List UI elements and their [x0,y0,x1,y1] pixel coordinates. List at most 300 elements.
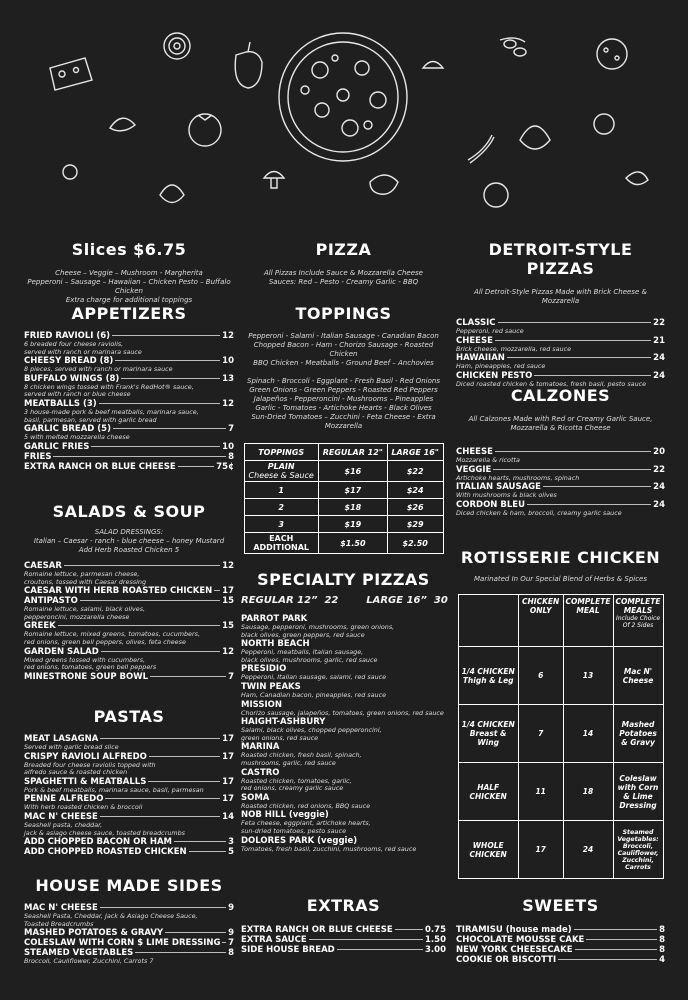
item-price: 24 [653,482,665,493]
item-name: TWIN PEAKS [241,681,301,692]
table-cell: 7 [518,705,563,763]
pastas-section [24,707,234,857]
rotisserie-section [456,548,665,879]
pizza-title: PIZZA [315,240,372,259]
table-row [244,516,443,533]
table-cell: 1/4 CHICKEN Thigh & Leg [458,647,518,705]
list-item [24,561,234,586]
table-cell: $16 [318,461,387,482]
olive-icon [500,38,526,56]
item-description: 6 breaded four cheese raviolis, [24,340,124,348]
item-name: ANTIPASTO [24,596,78,607]
leader-line [507,357,651,358]
item-name: CLASSIC [456,318,496,328]
item-description: Toasted Breadcrumbs [24,919,94,928]
specialty-section [241,570,446,853]
item-price: 9 [228,928,234,939]
leader-line [534,375,651,376]
leader-line [189,851,226,852]
item-price: 3.00 [425,945,446,955]
item-price: 17 [222,586,234,597]
item-description: Ham, Canadian bacon, pineapples, red sauce [241,690,387,699]
item-description: Pepperoni, Italian sausage, salami, red sauce [241,673,387,682]
table-cell: 11 [518,763,563,821]
toppings-line: Garlic - Tomatoes - Artichoke Hearts - Black Olives [255,404,432,412]
toppings-section [241,304,446,554]
item-price: 0.75 [425,925,446,935]
list-item [241,639,446,664]
item-price: 24 [653,353,665,364]
chili-icon [468,135,494,163]
item-price: 12 [222,398,234,409]
item-description: black olives, mushrooms, garlic, red sauce [241,655,378,664]
item-name: CHEESE [456,335,493,346]
pastas-title: PASTAS [93,707,165,726]
table-header: LARGE 16" [387,444,443,461]
item-name: TIRAMISU (house made) [456,925,572,935]
sides-list [24,903,234,966]
item-name: FRIES [24,451,52,462]
item-name: NORTH BEACH [241,639,310,650]
item-description: red onions, creamy garlic sauce [241,784,344,793]
item-price: 8 [659,925,665,935]
calzones-note-line: Mozzarella & Ricotta Cheese [510,424,611,432]
table-row [244,461,443,482]
item-price: 12 [222,646,234,657]
list-item [24,596,234,621]
toppings-line: Chopped Bacon - Ham - Chorizo Sausage - Roasted Chicken [253,341,434,358]
item-name: VEGGIE [456,464,492,475]
table-cell: HALF CHICKEN [458,763,518,821]
toppings-line: Spinach - Broccoli - Eggplant - Fresh Basil - Red Onions [247,377,440,385]
table-cell: $2.50 [387,533,443,554]
item-description: Feta cheese, eggplant, artichoke hearts, [241,819,371,828]
leader-line [135,952,226,953]
menu-item-row [24,452,234,462]
list-item [241,768,446,793]
list-item [24,672,234,682]
item-description: Seashell pasta, cheddar, [24,820,103,829]
table-cell: WHOLE CHICKEN [458,821,518,879]
item-price: 12 [222,331,234,341]
item-price: 24 [653,370,665,381]
item-description: Diced chicken & ham, broccoli, creamy garlic sauce [456,508,622,517]
item-name: MASHED POTATOES & GRAVY [24,928,164,939]
cheese-icon [50,58,92,90]
item-description: Pork & beef meatballs, marinara sauce, basil, parmesan [24,785,204,794]
list-item [241,945,446,955]
sweets-section [456,896,665,965]
leader-line [543,486,651,487]
item-name: SOMA [241,792,270,803]
toppings-meats [241,332,446,368]
item-name: SPAGHETTI & MEATBALLS [24,776,147,787]
leader-line [101,651,220,652]
toppings-veggies [241,377,446,431]
list-item [241,793,446,811]
menu-item-row [456,955,665,965]
leader-line [113,428,226,429]
rotisserie-table [458,594,664,879]
salad-dressings-note [24,528,234,555]
cell-line: PLAIN [267,462,295,471]
salad-dressings-line: Add Herb Roasted Chicken 5 [78,546,180,554]
menu-item-row [456,945,665,955]
item-name: GARLIC FRIES [24,441,90,452]
header-note: Include Choice Of 2 Sides [615,615,661,629]
list-item [456,955,665,965]
list-item [456,336,665,354]
item-description: Romaine lettuce, parmesan cheese, [24,570,140,578]
item-description: mushrooms, garlic, red sauce [241,758,336,767]
list-item [241,682,446,700]
item-name: CRISPY RAVIOLI ALFREDO [24,751,147,762]
list-item [24,462,234,472]
list-item [241,614,446,639]
item-name: PARROT PARK [241,614,308,624]
item-description: Served with garlic bread slice [24,743,119,751]
item-name: PENNE ALFREDO [24,794,104,805]
item-price: 20 [653,447,665,457]
menu-item-row [241,935,446,945]
leader-line [121,378,220,379]
item-name: CHICKEN PESTO [456,370,533,381]
item-price: 17 [222,794,234,805]
menu-item-row [24,928,234,938]
item-description: 8 chicken wings tossed with Frank's RedHot® sauce, [24,382,194,391]
item-price: 22 [653,318,665,328]
table-cell: 2 [244,499,318,516]
calzones-section [456,386,665,517]
menu-item-row [241,925,446,935]
list-item [24,752,234,777]
menu-item-row [24,462,234,472]
table-cell: 18 [563,763,613,821]
leader-line [309,939,423,940]
leader-line [222,942,226,943]
list-item [456,353,665,371]
list-item [24,734,234,752]
calzones-list [456,447,665,517]
item-price: 5 [228,847,234,858]
item-description: With mushrooms & black olives [456,491,557,500]
item-description: Brick cheese, mozzarella, red sauce [456,344,572,353]
list-item [241,810,446,835]
appetizers-list [24,331,234,472]
leader-line [165,932,226,933]
item-name: GARLIC BREAD (5) [24,424,111,435]
list-item [241,935,446,945]
list-item [241,664,446,682]
item-description: Diced roasted chicken & tomatoes, fresh basil, pesto sauce [456,379,647,388]
leader-line [558,959,657,960]
list-item [241,700,446,718]
table-row [244,482,443,499]
item-price: 7 [228,938,234,949]
leader-line [495,340,651,341]
extras-list [241,925,446,955]
item-price: 7 [228,424,234,435]
item-name: MEAT LASAGNA [24,734,99,744]
list-item [24,948,234,966]
list-item [24,356,234,374]
extras-title: EXTRAS [306,896,381,915]
item-name: BUFFALO WINGS (8) [24,373,120,384]
leader-line [100,907,226,908]
item-price: 4 [659,955,665,965]
item-price: 17 [222,776,234,787]
tomato-icon [189,114,221,146]
toppings-title: TOPPINGS [295,304,392,323]
list-item [456,925,665,935]
list-item [24,399,234,424]
item-name: NEW YORK CHEESECAKE [456,945,573,955]
salads-section [24,502,234,682]
cell-line: EACH [269,534,294,543]
pepper-ring-icon [370,175,398,194]
toppings-line: Pepperoni - Salami - Italian Sausage - Canadian Bacon [248,332,439,340]
list-item [24,812,234,837]
item-name: DOLORES PARK (veggie) [241,835,358,846]
list-item [456,465,665,483]
item-name: CASTRO [241,767,280,778]
item-price: 3 [228,837,234,848]
item-description: Artichoke hearts, mushrooms, spinach [456,473,580,482]
list-item [24,621,234,646]
pizza-note [241,269,446,287]
salads-list [24,561,234,682]
list-item [456,482,665,500]
item-name: SIDE HOUSE BREAD [241,945,335,955]
appetizers-section [24,304,234,472]
item-price: 75¢ [216,461,234,472]
item-description: Romaine lettuce, salami, black olives, [24,605,146,614]
list-item [24,938,234,948]
list-item [24,424,234,442]
table-cell [244,461,318,482]
table-header-row [458,595,663,647]
list-item [241,925,446,935]
pizza-section [241,240,446,287]
leader-line [100,738,220,739]
list-item [456,500,665,518]
item-price: 22 [653,464,665,475]
item-description: 5 with melted mozzarella cheese [24,433,130,442]
table-header [458,595,518,647]
leader-line [58,625,220,626]
item-description: Romaine lettuce, mixed greens, tomatoes, cucumbers, [24,630,200,639]
item-description: alfredo sauce & roasted chicken [24,768,128,777]
pizza-note-line: Sauces: Red – Pesto - Creamy Garlic - BBQ [268,278,419,286]
item-name: HAIGHT-ASHBURY [241,717,326,728]
menu-item-row [241,836,446,846]
item-description: Seashell Pasta, Cheddar, Jack & Asiago Cheese Sauce, [24,912,198,920]
table-header: TOPPINGS [244,444,318,461]
table-cell: $24 [387,482,443,499]
item-name: MAC N' CHEESE [24,811,98,822]
table-cell: 1 [244,482,318,499]
item-description: Mixed greens tossed with cucumbers, [24,655,146,664]
pizza-icon [279,33,407,161]
item-price: 17 [222,734,234,744]
item-price: 10 [222,441,234,452]
sweets-title: SWEETS [522,896,599,915]
item-description: With herb roasted chicken & broccoli [24,803,143,812]
table-cell: $18 [318,499,387,516]
menu-item-row [456,925,665,935]
item-price: 8 [659,945,665,955]
leader-line [150,676,226,677]
list-item [24,374,234,399]
item-description: black olives, green peppers, red sauce [241,630,365,639]
leader-line [80,600,220,601]
item-description: Roasted chicken, tomatoes, garlic, [241,776,352,785]
table-row [458,763,663,821]
list-item [24,847,234,857]
item-description: Tomatoes, fresh basil, zucchini, mushrooms, red sauce [241,844,417,853]
table-row [244,533,443,554]
pepper-icon [235,42,262,88]
table-cell: 1/4 CHICKEN Breast & Wing [458,705,518,763]
leader-line [115,360,220,361]
header-line: COMPLETE MEALS [615,597,661,615]
item-name: CAESAR WITH HERB ROASTED CHICKEN [24,586,213,597]
slices-line: Cheese – Veggie – Mushroom - Margherita [55,269,203,277]
item-price: 10 [222,356,234,367]
slices-line: Extra charge for additional toppings [65,296,193,304]
table-cell: $29 [387,516,443,533]
calzones-note [456,415,665,433]
list-item [24,928,234,938]
item-name: ADD CHOPPED BACON OR HAM [24,837,172,848]
item-name: FRIED RAVIOLI (6) [24,331,111,341]
table-row [458,821,663,879]
table-cell: $19 [318,516,387,533]
item-name: COOKIE OR BISCOTTI [456,955,557,965]
sides-section [24,876,234,966]
list-item [24,586,234,596]
item-name: CHEESY BREAD (8) [24,356,114,367]
item-name: MEATBALLS (3) [24,398,97,409]
leader-line [100,816,220,817]
specialty-sizes: REGULAR 12” 22 LARGE 16” 30 [241,595,448,606]
item-description: sun-dried tomatoes, pesto sauce [241,826,347,835]
item-description: Salami, black olives, chopped pepperoncini, [241,726,382,735]
specialty-title: SPECIALTY PIZZAS [257,570,430,589]
menu-item-row [24,586,234,596]
item-price: 24 [653,499,665,510]
table-cell: $22 [387,461,443,482]
list-item [456,935,665,945]
basil-icon [110,118,648,184]
item-name: MISSION [241,699,282,710]
detroit-title: DETROIT-STYLE PIZZAS [488,240,633,278]
table-header-row [244,444,443,461]
leader-line [527,504,651,505]
item-description: Pepperoni, red sauce [456,327,524,335]
leader-line [178,466,215,467]
item-description: red onions, green bell peppers, olives, feta cheese [24,637,186,646]
item-name: EXTRA SAUCE [241,935,307,945]
slices-line: Pepperoni – Sausage – Hawaiian – Chicken Pesto – Buffalo Chicken [27,278,231,295]
leader-line [112,335,220,336]
cell-line: ADDITIONAL [253,543,310,552]
salads-title: SALADS & SOUP [52,502,206,521]
item-price: 15 [222,596,234,607]
table-cell: 17 [518,821,563,879]
item-description: served with ranch or marinara sauce [24,347,142,356]
calzones-title: CALZONES [510,386,611,405]
item-description: basil, parmesan, served with garlic bread [24,415,157,424]
menu-item-row [24,442,234,452]
appetizers-title: APPETIZERS [71,304,187,323]
leader-line [53,456,226,457]
item-description: pepperoncini, mozzarella cheese [24,612,130,621]
leader-line [495,451,651,452]
pastas-list [24,734,234,857]
list-item [24,837,234,847]
list-item [24,442,234,452]
item-description: Roasted chicken, red onions, BBQ sauce [241,801,371,810]
table-cell: 13 [563,647,613,705]
leader-line [498,322,652,323]
item-description: jack & asiago cheese sauce, toasted breadcrumbs [24,828,185,837]
item-description: Mozzarella & ricotta [456,456,520,464]
menu-item-row [24,837,234,847]
item-name: STEAMED VEGETABLES [24,948,134,959]
food-illustration-banner [0,0,688,225]
table-cell [244,533,318,554]
item-price: 15 [222,621,234,632]
cell-line: Cheese & Sauce [248,471,314,480]
table-cell: 14 [563,705,613,763]
item-name: COLESLAW WITH CORN $ LIME DRESSING [24,938,221,949]
leader-line [337,949,423,950]
table-header: REGULAR 12" [318,444,387,461]
table-header: COMPLETE MEAL [563,595,613,647]
table-row [244,499,443,516]
table-cell: 6 [518,647,563,705]
list-item [456,945,665,955]
toppings-line: Jalapeños - Pepperoncini - Mushrooms – Pineapples [253,395,434,403]
toppings-line: Green Onions - Green Peppers - Roasted Red Peppers [249,386,438,394]
specialty-list [241,614,446,853]
rotisserie-title: ROTISSERIE CHICKEN [460,548,661,567]
item-description: Roasted chicken, fresh basil, spinach, [241,751,362,760]
item-name: HAWAIIAN [456,353,505,364]
list-item [24,903,234,928]
leader-line [64,565,220,566]
item-description: green onions, red sauce [241,733,319,742]
list-item [241,836,446,854]
leader-line [214,590,220,591]
item-price: 13 [222,373,234,384]
list-item [24,777,234,795]
sweets-list [456,925,665,965]
list-item [456,447,665,465]
item-price: 14 [222,811,234,822]
table-cell: Coleslaw with Corn & Lime Dressing [613,763,663,821]
calzones-note-line: All Calzones Made with Red or Creamy Garlic Sauce, [468,415,653,423]
detroit-list [456,318,665,388]
leader-line [148,781,220,782]
item-description: Ham, pineapples, red sauce [456,362,546,371]
item-name: MINESTRONE SOUP BOWL [24,671,149,682]
table-cell: $17 [318,482,387,499]
toppings-price-table [244,443,444,554]
extras-section [241,896,446,955]
rotisserie-note: Marinated In Our Special Blend of Herbs & Spices [473,575,648,583]
